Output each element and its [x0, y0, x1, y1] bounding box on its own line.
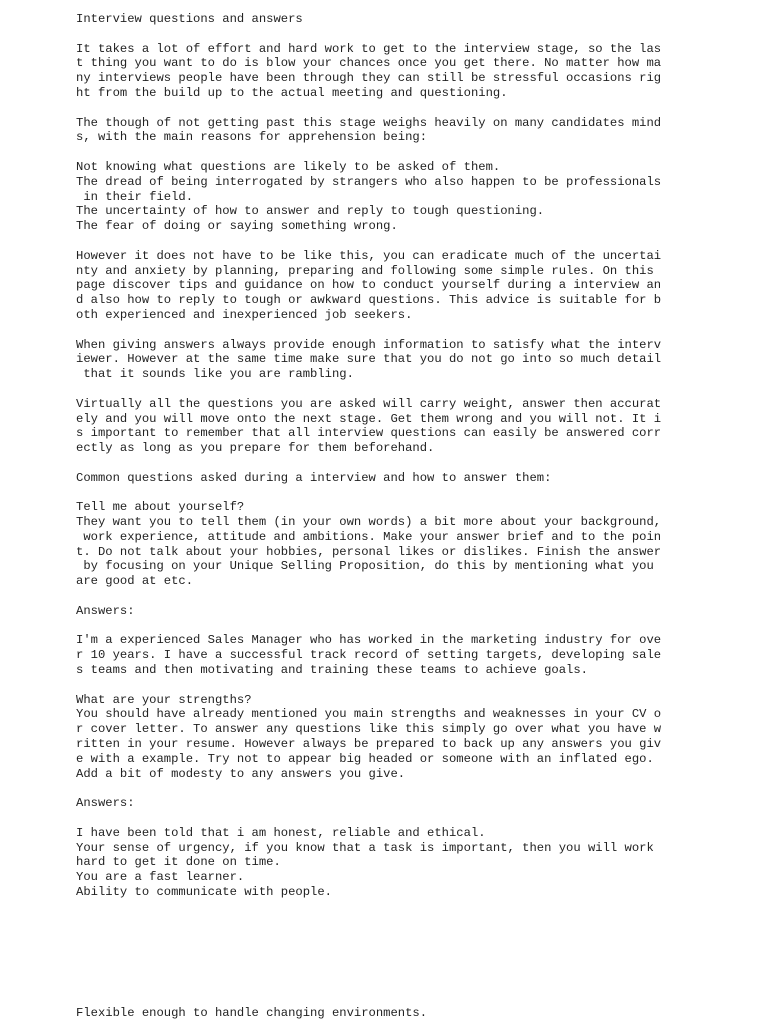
paragraph-gap: [76, 27, 716, 42]
text-line: ny interviews people have been through they can still be stressful occasions rig: [76, 71, 662, 86]
paragraph-gap: [76, 589, 716, 604]
text-line: s important to remember that all interview questions can easily be answered corr: [76, 426, 662, 441]
paragraph-gap: [76, 145, 716, 160]
paragraph-gap: [76, 382, 716, 397]
text-line: Tell me about yourself?: [76, 500, 245, 515]
paragraph: [76, 693, 716, 782]
paragraph-gap: [76, 486, 716, 501]
text-line: Virtually all the questions you are asked will carry weight, answer then accurat: [76, 396, 662, 411]
paragraph-gap: [76, 678, 716, 693]
text-line: d also how to reply to tough or awkward questions. This advice is suitable for b: [76, 293, 662, 308]
paragraph-gap: [76, 619, 716, 634]
text-line: s teams and then motivating and training these teams to achieve goals.: [76, 663, 588, 678]
text-line: s, with the main reasons for apprehension being:: [76, 130, 428, 145]
paragraph: [76, 338, 716, 382]
text-line: The uncertainty of how to answer and reply to tough questioning.: [76, 204, 545, 219]
paragraph: [76, 471, 716, 486]
text-line: Common questions asked during a interview and how to answer them:: [76, 470, 552, 485]
paragraph: [76, 796, 716, 811]
text-line: I'm a experienced Sales Manager who has worked in the marketing industry for ove: [76, 633, 662, 648]
text-line: It takes a lot of effort and hard work to get to the interview stage, so the las: [76, 41, 662, 56]
text-line: You are a fast learner.: [76, 870, 245, 885]
paragraph: [76, 42, 716, 101]
text-line: e with a example. Try not to appear big headed or someone with an inflated ego.: [76, 751, 654, 766]
text-line: r cover letter. To answer any questions like this simply go over what you have w: [76, 722, 662, 737]
text-line: page discover tips and guidance on how to conduct yourself during a interview an: [76, 278, 662, 293]
paragraph-container: [76, 42, 716, 900]
text-line: ht from the build up to the actual meeting and questioning.: [76, 85, 508, 100]
text-line: nty and anxiety by planning, preparing and following some simple rules. On this: [76, 263, 654, 278]
document-title: Interview questions and answers: [76, 12, 303, 26]
text-line: What are your strengths?: [76, 692, 252, 707]
text-line: The dread of being interrogated by strangers who also happen to be professionals: [76, 174, 662, 189]
document-body: [76, 12, 716, 900]
text-line: in their field.: [76, 189, 194, 204]
text-line: iewer. However at the same time make sure that you do not go into so much detail: [76, 352, 662, 367]
text-line: Ability to communicate with people.: [76, 885, 332, 900]
paragraph-gap: [76, 811, 716, 826]
text-line: However it does not have to be like this, you can eradicate much of the uncertai: [76, 248, 662, 263]
text-line: When giving answers always provide enough information to satisfy what the interv: [76, 337, 662, 352]
text-line: are good at etc.: [76, 574, 194, 589]
paragraph: [76, 116, 716, 146]
text-line: The fear of doing or saying something wrong.: [76, 219, 398, 234]
text-line: r 10 years. I have a successful track record of setting targets, developing sale: [76, 648, 662, 663]
paragraph-gap: [76, 323, 716, 338]
text-line: by focusing on your Unique Selling Proposition, do this by mentioning what you: [76, 559, 654, 574]
text-line: You should have already mentioned you main strengths and weaknesses in your CV o: [76, 707, 662, 722]
text-line: The though of not getting past this stage weighs heavily on many candidates mind: [76, 115, 662, 130]
paragraph-gap: [76, 101, 716, 116]
text-line: ectly as long as you prepare for them beforehand.: [76, 441, 435, 456]
text-line: ritten in your resume. However always be prepared to back up any answers you giv: [76, 737, 662, 752]
text-line: I have been told that i am honest, reliable and ethical.: [76, 825, 486, 840]
text-line: Not knowing what questions are likely to be asked of them.: [76, 159, 501, 174]
text-line: They want you to tell them (in your own words) a bit more about your background,: [76, 515, 662, 530]
paragraph-gap: [76, 456, 716, 471]
text-line: Add a bit of modesty to any answers you give.: [76, 766, 406, 781]
text-line: Answers:: [76, 603, 135, 618]
paragraph: [76, 160, 716, 234]
text-line: that it sounds like you are rambling.: [76, 367, 354, 382]
paragraph: [76, 500, 716, 589]
text-line: Your sense of urgency, if you know that a task is important, then you will work: [76, 840, 654, 855]
paragraph-gap: [76, 234, 716, 249]
text-line: hard to get it done on time.: [76, 855, 281, 870]
paragraph-gap: [76, 781, 716, 796]
text-line: oth experienced and inexperienced job seekers.: [76, 307, 413, 322]
paragraph: [76, 633, 716, 677]
paragraph: [76, 397, 716, 456]
text-line: t. Do not talk about your hobbies, personal likes or dislikes. Finish the answer: [76, 544, 662, 559]
text-line: ely and you will move onto the next stage. Get them wrong and you will not. It i: [76, 411, 662, 426]
paragraph: [76, 249, 716, 323]
text-line: Answers:: [76, 796, 135, 811]
text-line: work experience, attitude and ambitions. Make your answer brief and to the poin: [76, 529, 662, 544]
text-line: t thing you want to do is blow your chances once you get there. No matter how ma: [76, 56, 662, 71]
footer-line: Flexible enough to handle changing environments.: [76, 1006, 428, 1020]
paragraph: [76, 604, 716, 619]
paragraph: [76, 826, 716, 900]
